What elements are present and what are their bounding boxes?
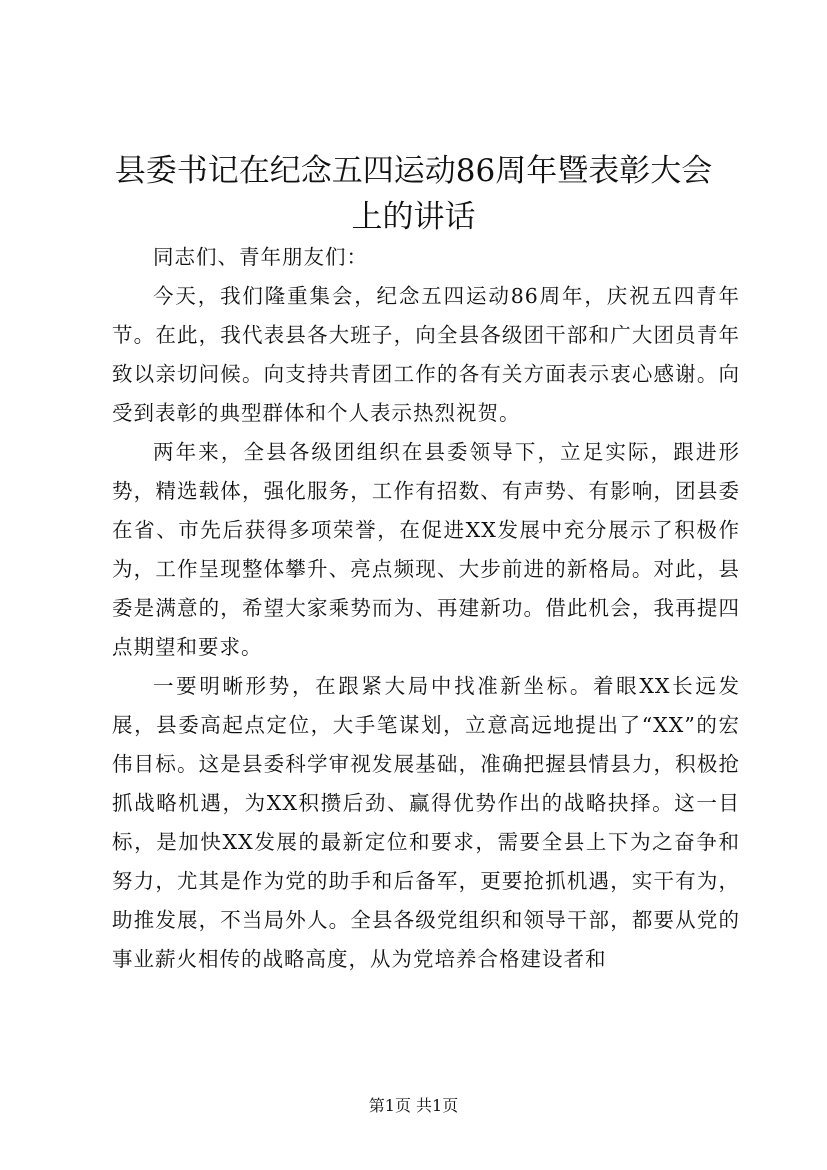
body-paragraph: 两年来，全县各级团组织在县委领导下，立足实际，跟进形势，精选载体，强化服务，工作有招数、有声势、有影响，团县委在省、市先后获得多项荣誉，在促进XX发展中充分展示了积极作为，工作呈现整体攀升、亮点频现、大步前进的新格局。对此，县委是满意的，希望大家乘势而为、再建新功。借此机会，我再提四点期望和要求。: [112, 440, 740, 659]
body-paragraph: 一要明晰形势，在跟紧大局中找准新坐标。着眼XX长远发展，县委高起点定位，大手笔谋划，立意高远地提出了“XX”的宏伟目标。这是县委科学审视发展基础，准确把握县情县力，积极抢抓战略机遇，为XX积攒后劲、赢得优势作出的战略抉择。这一目标，是加快XX发展的最新定位和要求，需要全县上下为之奋争和努力，尤其是作为党的助手和后备军，更要抢抓机遇，实干有为，助推发展，不当局外人。全县各级党组织和领导干部，都要从党的事业薪火相传的战略高度，从为党培养合格建设者和: [112, 674, 740, 971]
document-title: [80, 148, 747, 240]
title-line-1: 县委书记在纪念五四运动86周年暨表彰大会: [114, 153, 713, 189]
body-paragraph: 今天，我们隆重集会，纪念五四运动86周年，庆祝五四青年节。在此，我代表县各大班子，向全县各级团干部和广大团员青年致以亲切问候。向支持共青团工作的各有关方面表示衷心感谢。向受到表彰的典型群体和个人表示热烈祝贺。: [112, 284, 740, 425]
document-body: [112, 238, 740, 979]
page-number-footer: 第1页 共1页: [368, 1096, 459, 1115]
greeting-paragraph: 同志们、青年朋友们：: [153, 245, 368, 269]
title-line-2: 上的讲话: [351, 199, 476, 235]
